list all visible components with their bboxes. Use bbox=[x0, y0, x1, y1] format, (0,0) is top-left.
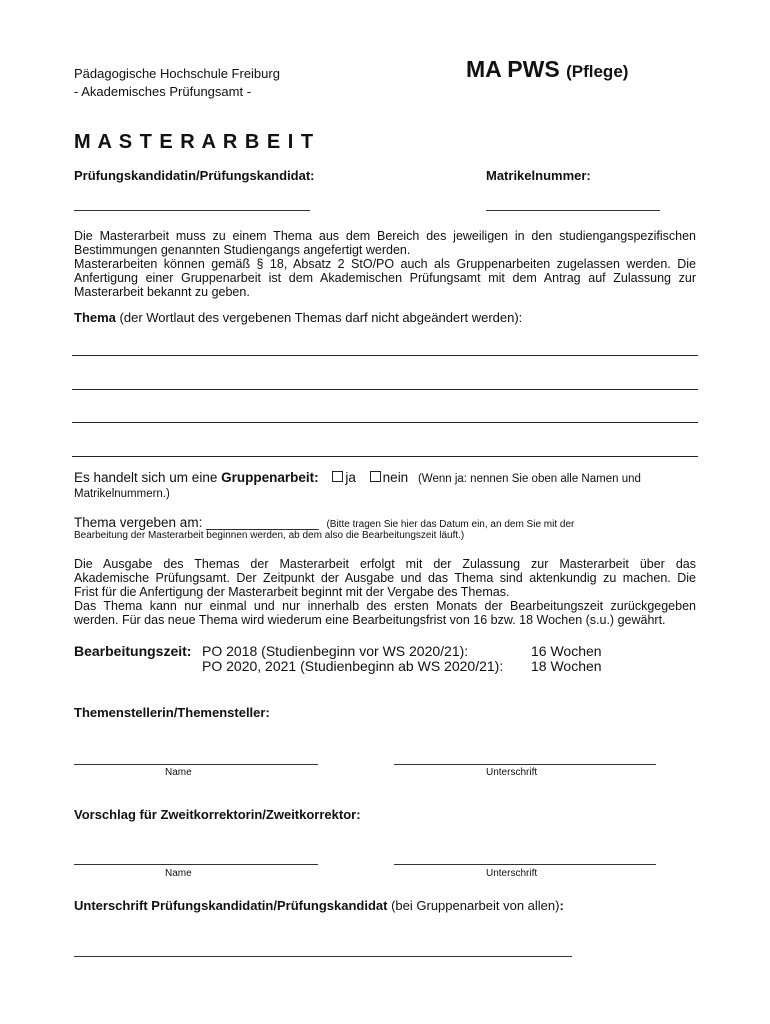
thema-note: (der Wortlaut des vergebenen Themas darf nicht abgeändert werden): bbox=[119, 310, 523, 325]
candidate-name-field[interactable] bbox=[74, 210, 310, 211]
zweitkorrektor-signature-field[interactable] bbox=[394, 864, 656, 865]
ausgabe-line: Akademische Prüfungsamt. Der Zeitpunkt der Ausgabe und das Thema sind aktenkundig zu machen. Die bbox=[74, 571, 696, 585]
form-variant: (Pflege) bbox=[566, 62, 629, 81]
ausgabe-paragraph bbox=[74, 557, 696, 627]
ausgabe-line: Frist für die Anfertigung der Masterarbeit beginnt mit der Vergabe des Themas. bbox=[74, 585, 510, 599]
kandidat-signature-note: (bei Gruppenarbeit von allen) bbox=[391, 898, 560, 913]
department-name: - Akademisches Prüfungsamt - bbox=[74, 84, 252, 99]
intro-paragraph bbox=[74, 229, 696, 299]
thema-vergeben-hint: (Bitte tragen Sie hier das Datum ein, an dem Sie mit der bbox=[326, 519, 575, 530]
gruppenarbeit-no-label: nein bbox=[382, 470, 409, 485]
thema-label: Thema bbox=[74, 310, 116, 325]
thema-heading bbox=[74, 310, 522, 325]
bearbeitungszeit-weeks-2020: 18 Wochen bbox=[531, 658, 602, 674]
zweitkorrektor-name-caption: Name bbox=[165, 868, 192, 879]
themensteller-name-field[interactable] bbox=[74, 764, 318, 765]
intro-line: Die Masterarbeit muss zu einem Thema aus dem Bereich des jeweiligen in den studiengangspezifischen bbox=[74, 229, 696, 243]
gruppenarbeit-no-checkbox[interactable] bbox=[370, 471, 381, 482]
bearbeitungszeit-label: Bearbeitungszeit: bbox=[74, 643, 192, 659]
matrikel-number-field[interactable] bbox=[486, 210, 660, 211]
bearbeitungszeit-po-2020: PO 2020, 2021 (Studienbeginn ab WS 2020/21): bbox=[202, 658, 504, 674]
themensteller-signature-field[interactable] bbox=[394, 764, 656, 765]
zweitkorrektor-name-field[interactable] bbox=[74, 864, 318, 865]
kandidat-signature-label: Unterschrift Prüfungskandidatin/Prüfungskandidat bbox=[74, 898, 388, 913]
institution-name: Pädagogische Hochschule Freiburg bbox=[74, 66, 280, 81]
kandidat-signature-heading bbox=[74, 898, 564, 913]
ausgabe-line: werden. Für das neue Thema wird wiederum eine Bearbeitungsfrist von 16 bzw. 18 Wochen (s.u.) gewährt. bbox=[74, 613, 666, 627]
gruppenarbeit-hint-cont: Matrikelnummern.) bbox=[74, 488, 170, 500]
intro-line: Masterarbeit bekannt zu geben. bbox=[74, 285, 250, 299]
themensteller-name-caption: Name bbox=[165, 767, 192, 778]
ausgabe-line: Die Ausgabe des Themas der Masterarbeit erfolgt mit der Zulassung zur Masterarbeit über das bbox=[74, 557, 696, 571]
gruppenarbeit-row bbox=[74, 470, 641, 487]
form-code: MA PWS (Pflege) bbox=[466, 56, 629, 82]
themensteller-label: Themenstellerin/Themensteller: bbox=[74, 705, 270, 720]
thema-line-2[interactable] bbox=[72, 389, 698, 390]
bearbeitungszeit-po-2018: PO 2018 (Studienbeginn vor WS 2020/21): bbox=[202, 643, 469, 659]
gruppenarbeit-yes-checkbox[interactable] bbox=[332, 471, 343, 482]
kandidat-signature-colon: : bbox=[559, 898, 564, 913]
ausgabe-line: Das Thema kann nur einmal und nur innerhalb des ersten Monats der Bearbeitungszeit zurückgegeben bbox=[74, 599, 696, 613]
intro-line: Bestimmungen genannten Studiengangs angefertigt werden. bbox=[74, 243, 411, 257]
candidate-label: Prüfungskandidatin/Prüfungskandidat: bbox=[74, 168, 315, 183]
thema-line-1[interactable] bbox=[72, 355, 698, 356]
page-title: M A S T E R A R B E I T bbox=[74, 131, 315, 153]
gruppenarbeit-yes-label: ja bbox=[345, 470, 356, 485]
bearbeitungszeit-weeks-2018: 16 Wochen bbox=[531, 643, 602, 659]
thema-vergeben-hint-cont: Bearbeitung der Masterarbeit beginnen werden, ab dem also die Bearbeitungszeit läuft.) bbox=[74, 530, 465, 541]
zweitkorrektor-label: Vorschlag für Zweitkorrektorin/Zweitkorrektor: bbox=[74, 807, 361, 822]
thema-line-4[interactable] bbox=[72, 456, 698, 457]
zweitkorrektor-signature-caption: Unterschrift bbox=[486, 868, 538, 879]
kandidat-signature-field[interactable] bbox=[74, 956, 572, 957]
gruppenarbeit-hint: (Wenn ja: nennen Sie oben alle Namen und bbox=[417, 473, 641, 485]
gruppenarbeit-prefix: Es handelt sich um eine bbox=[74, 470, 218, 485]
intro-line: Masterarbeiten können gemäß § 18, Absatz 2 StO/PO auch als Gruppenarbeiten zugelassen werden. Die bbox=[74, 257, 696, 271]
gruppenarbeit-label: Gruppenarbeit: bbox=[221, 470, 319, 485]
themensteller-signature-caption: Unterschrift bbox=[486, 767, 538, 778]
thema-line-3[interactable] bbox=[72, 422, 698, 423]
intro-line: Anfertigung einer Gruppenarbeit ist dem Akademischen Prüfungsamt mit dem Antrag auf Zulassung zur bbox=[74, 271, 696, 285]
thema-vergeben-label[interactable]: Thema vergeben am: _______________ bbox=[74, 515, 319, 530]
matrikel-label: Matrikelnummer: bbox=[486, 168, 591, 183]
